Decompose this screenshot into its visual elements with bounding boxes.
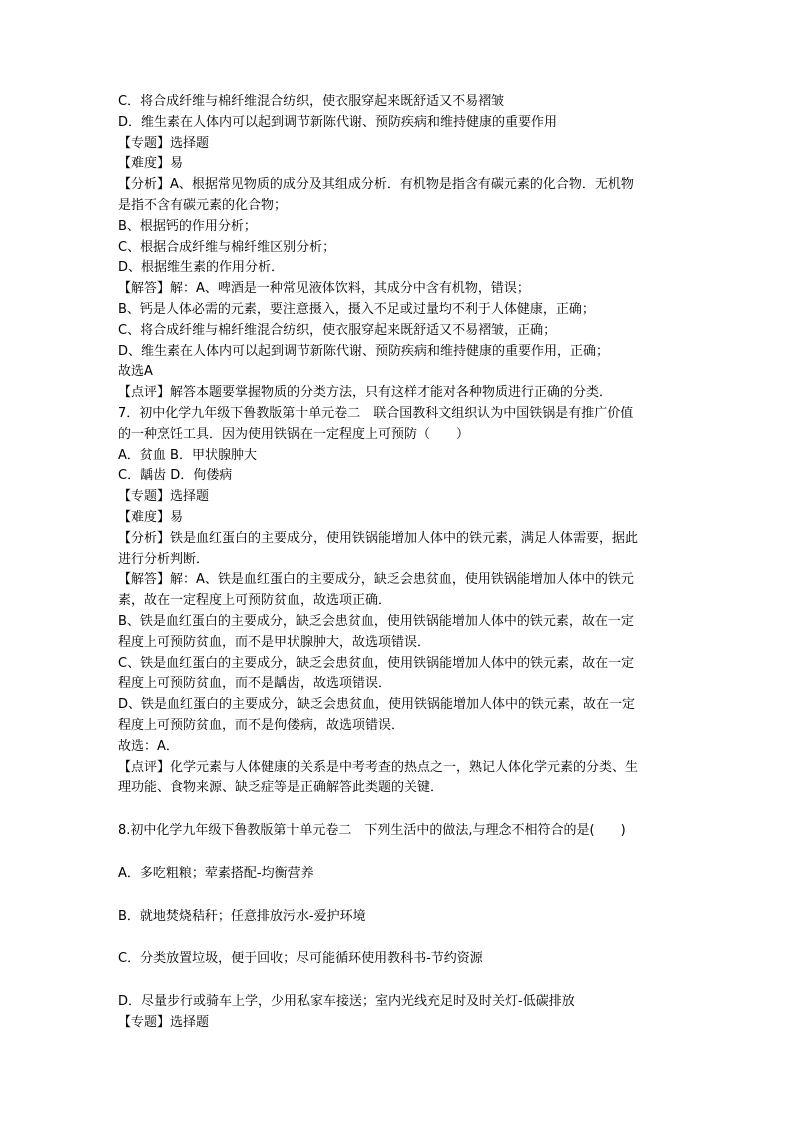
text-line: 【点评】解答本题要掌握物质的分类方法，只有这样才能对各种物质进行正确的分类． bbox=[118, 385, 613, 401]
text-line: D、根据维生素的作用分析． bbox=[118, 260, 285, 276]
text-line: 【专题】选择题 bbox=[118, 135, 210, 151]
text-line: 的一种烹饪工具．因为使用铁锅在一定程度上可预防（ ） bbox=[118, 426, 470, 442]
text-line: C、根据合成纤维与棉纤维区别分析； bbox=[118, 239, 336, 255]
text-line: 程度上可预防贫血，而不是佝偻病，故选项错误． bbox=[118, 717, 405, 733]
text-line: A．贫血 B．甲状腺肿大 bbox=[118, 447, 257, 463]
text-line: 故选：A． bbox=[118, 738, 179, 754]
text-line: 【解答】解：A、啤酒是一种常见液体饮料，其成分中含有机物，错误； bbox=[118, 281, 530, 297]
document-body bbox=[118, 92, 690, 1034]
text-line: B、铁是血红蛋白的主要成分，缺乏会患贫血，使用铁锅能增加人体中的铁元素，故在一定 bbox=[118, 613, 634, 629]
text-line: 7．初中化学九年级下鲁教版第十单元卷二 联合国教科文组织认为中国铁锅是有推广价值 bbox=[118, 405, 634, 421]
text-line: 【解答】解：A、铁是血红蛋白的主要成分，缺乏会患贫血，使用铁锅能增加人体中的铁元 bbox=[118, 572, 634, 588]
text-line: 【难度】易 bbox=[118, 156, 184, 172]
text-line: D．尽量步行或骑车上学，少用私家车接送；室内光线充足时及时关灯-低碳排放 bbox=[118, 994, 575, 1010]
text-line: B、根据钙的作用分析； bbox=[118, 218, 257, 234]
text-line: C．龋齿 D．佝偻病 bbox=[118, 468, 233, 484]
text-line: 8.初中化学九年级下鲁教版第十单元卷二 下列生活中的做法,与理念不相符合的是( ) bbox=[118, 823, 626, 839]
text-line: D、维生素在人体内可以起到调节新陈代谢、预防疾病和维持健康的重要作用，正确； bbox=[118, 343, 610, 359]
text-line: 程度上可预防贫血，而不是甲状腺肿大，故选项错误． bbox=[118, 634, 431, 650]
text-line: 程度上可预防贫血，而不是龋齿，故选项错误． bbox=[118, 676, 392, 692]
text-line: 故选A bbox=[118, 364, 153, 380]
text-line: A．多吃粗粮；荤素搭配-均衡营养 bbox=[118, 865, 314, 881]
text-line: D、铁是血红蛋白的主要成分，缺乏会患贫血，使用铁锅能增加人体中的铁元素，故在一定 bbox=[118, 697, 636, 713]
text-line: D．维生素在人体内可以起到调节新陈代谢、预防疾病和维持健康的重要作用 bbox=[118, 114, 558, 130]
text-line: 【专题】选择题 bbox=[118, 489, 210, 505]
text-line: 【分析】A、根据常见物质的成分及其组成分析．有机物是指含有碳元素的化合物．无机物 bbox=[118, 177, 634, 193]
text-line: B．就地焚烧秸秆；任意排放污水-爱护环境 bbox=[118, 908, 366, 924]
text-line: 【专题】选择题 bbox=[118, 1015, 210, 1031]
text-line: 进行分析判断． bbox=[118, 551, 210, 567]
text-line: C、将合成纤维与棉纤维混合纺织，使衣服穿起来既舒适又不易褶皱，正确； bbox=[118, 322, 557, 338]
text-line: 素，故在一定程度上可预防贫血，故选项正确． bbox=[118, 593, 392, 609]
text-line: B、钙是人体必需的元素，要注意摄入，摄入不足或过量均不利于人体健康，正确； bbox=[118, 301, 595, 317]
text-line: 【分析】铁是血红蛋白的主要成分，使用铁锅能增加人体中的铁元素，满足人体需要，据此 bbox=[118, 530, 639, 546]
text-line: C．分类放置垃圾，便于回收；尽可能循环使用教科书-节约资源 bbox=[118, 951, 483, 967]
text-line: C．将合成纤维与棉纤维混合纺织，使衣服穿起来既舒适又不易褶皱 bbox=[118, 94, 505, 109]
text-line: 【难度】易 bbox=[118, 509, 184, 525]
text-line: 是指不含有碳元素的化合物； bbox=[118, 197, 288, 213]
text-line: 【点评】化学元素与人体健康的关系是中考考查的热点之一，熟记人体化学元素的分类、生 bbox=[118, 759, 639, 775]
text-line: C、铁是血红蛋白的主要成分，缺乏会患贫血，使用铁锅能增加人体中的铁元素，故在一定 bbox=[118, 655, 635, 671]
text-line: 理功能、食物来源、缺乏症等是正确解答此类题的关键． bbox=[118, 780, 444, 796]
